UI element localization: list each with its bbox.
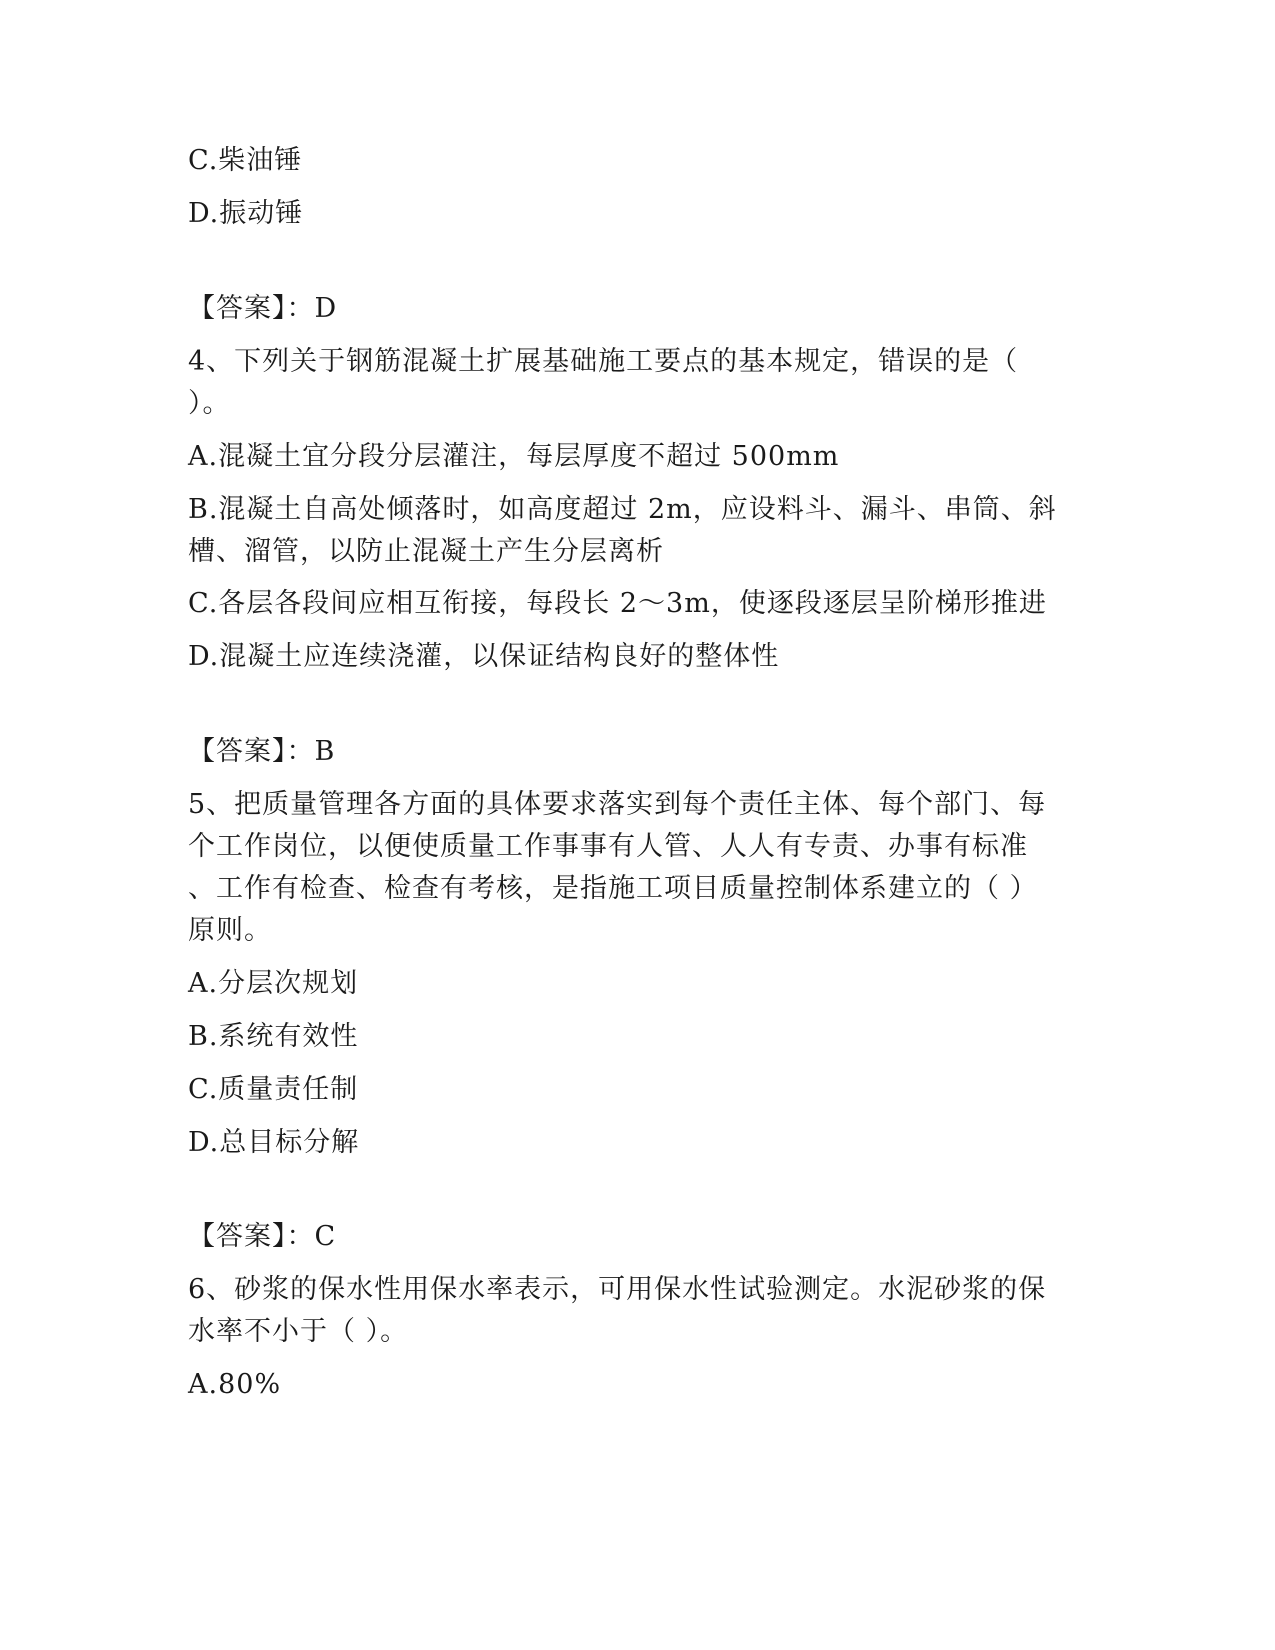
q3-option-d: D.振动锤 — [188, 198, 304, 229]
q5-option-d: D.总目标分解 — [188, 1127, 360, 1158]
q4-stem-line1: 4、下列关于钢筋混凝土扩展基础施工要点的基本规定，错误的是（ — [188, 346, 1019, 377]
q4-option-b-line1: B.混凝土自高处倾落时，如高度超过 2m，应设料斗、漏斗、串筒、斜 — [188, 494, 1057, 525]
q4-option-c: C.各层各段间应相互衔接，每段长 2～3m，使逐段逐层呈阶梯形推进 — [188, 588, 1047, 619]
q4-option-d: D.混凝土应连续浇灌，以保证结构良好的整体性 — [188, 641, 780, 672]
q5-stem-line4: 原则。 — [188, 915, 272, 946]
q6-stem-line1: 6、砂浆的保水性用保水率表示，可用保水性试验测定。水泥砂浆的保 — [188, 1274, 1047, 1305]
q4-option-a: A.混凝土宜分段分层灌注，每层厚度不超过 500mm — [188, 441, 840, 472]
q4-stem-line2: ）。 — [188, 388, 231, 419]
q5-option-a: A.分层次规划 — [188, 968, 359, 999]
q5-stem-line3: 、工作有检查、检查有考核，是指施工项目质量控制体系建立的（ ） — [188, 873, 1038, 904]
q3-answer: 【答案】：D — [188, 293, 338, 324]
q6-stem-line2: 水率不小于（ ）。 — [188, 1316, 409, 1347]
q5-option-c: C.质量责任制 — [188, 1074, 359, 1105]
q6-option-a: A.80% — [188, 1369, 282, 1400]
q5-option-b: B.系统有效性 — [188, 1021, 359, 1052]
q5-stem-line2: 个工作岗位，以便使质量工作事事有人管、人人有专责、办事有标准 — [188, 831, 1028, 862]
q5-stem-line1: 5、把质量管理各方面的具体要求落实到每个责任主体、每个部门、每 — [188, 789, 1047, 820]
q4-answer: 【答案】：B — [188, 736, 336, 767]
q3-option-c: C.柴油锤 — [188, 145, 303, 176]
q4-option-b-line2: 槽、溜管，以防止混凝土产生分层离析 — [188, 536, 664, 567]
q5-answer: 【答案】：C — [188, 1221, 337, 1252]
